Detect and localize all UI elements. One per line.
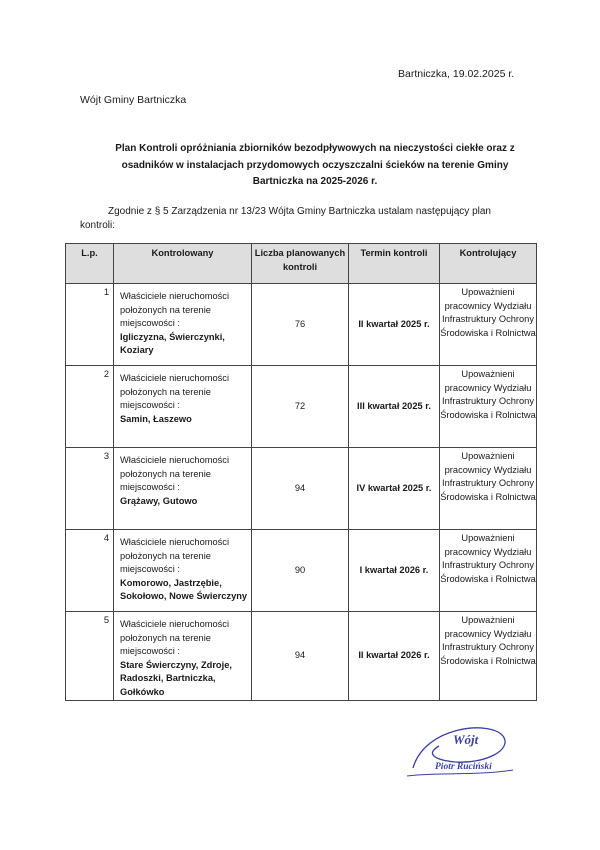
controlled-cell [114,284,252,366]
row-number: 4 [66,530,114,612]
signature-stamp [395,718,525,788]
localities: Grążawy, Gutowo [120,495,198,506]
owner-text: Właściciele nieruchomości położonych na terenie miejscowości : [120,455,230,493]
document-title: Plan Kontroli opróżniania zbiorników bezodpływowych na nieczystości ciekłe oraz z osadników w instalacjach przydomowych oczyszczalni ścieków na terenie Gminy Bartniczka na 2025-2026 r. [115,143,515,187]
table-row [66,530,537,612]
count-cell: 94 [252,612,349,701]
term-cell: I kwartał 2026 r. [349,530,440,612]
stamp-name: Piotr Ruciński [435,762,492,772]
header-count: Liczba planowanych kontroli [252,244,349,284]
intro-paragraph: Zgodnie z § 5 Zarządzenia nr 13/23 Wójta Gminy Bartniczka ustalam następujący plan kontroli: [80,206,491,231]
inspector-cell: Upoważnieni pracownicy Wydziału Infrastruktury Ochrony Środowiska i Rolnictwa [440,448,537,530]
inspector-cell: Upoważnieni pracownicy Wydziału Infrastruktury Ochrony Środowiska i Rolnictwa [440,366,537,448]
table-row [66,448,537,530]
owner-text: Właściciele nieruchomości położonych na terenie miejscowości : [120,373,230,411]
owner-text: Właściciele nieruchomości położonych na terenie miejscowości : [120,291,230,329]
stamp-title: Wójt [453,732,479,747]
issuer: Wójt Gminy Bartniczka [80,94,187,106]
control-plan-table [65,243,537,701]
table-row [66,612,537,701]
row-number: 2 [66,366,114,448]
term-cell: II kwartał 2025 r. [349,284,440,366]
table-row [66,284,537,366]
header-inspector: Kontrolujący [440,244,537,284]
header-term: Termin kontroli [349,244,440,284]
row-number: 5 [66,612,114,701]
owner-text: Właściciele nieruchomości położonych na terenie miejscowości : [120,537,230,575]
inspector-cell: Upoważnieni pracownicy Wydziału Infrastruktury Ochrony Środowiska i Rolnictwa [440,530,537,612]
controlled-cell [114,366,252,448]
owner-text: Właściciele nieruchomości położonych na terenie miejscowości : [120,619,230,657]
term-cell: IV kwartał 2025 r. [349,448,440,530]
localities: Samin, Łaszewo [120,413,192,424]
localities: Stare Świerczyny, Zdroje, Radoszki, Bartniczka, Gołkówko [120,659,232,697]
term-cell: II kwartał 2026 r. [349,612,440,701]
row-number: 3 [66,448,114,530]
count-cell: 76 [252,284,349,366]
count-cell: 90 [252,530,349,612]
term-cell: III kwartał 2025 r. [349,366,440,448]
localities: Igliczyzna, Świerczynki, Koziary [120,331,225,356]
table-row [66,366,537,448]
count-cell: 72 [252,366,349,448]
controlled-cell [114,448,252,530]
header-lp: L.p. [66,244,114,284]
header-controlled: Kontrolowany [114,244,252,284]
place-date: Bartniczka, 19.02.2025 r. [398,68,515,80]
table-header-row [66,244,537,284]
localities: Komorowo, Jastrzębie, Sokołowo, Nowe Świerczyny [120,577,248,602]
row-number: 1 [66,284,114,366]
inspector-cell: Upoważnieni pracownicy Wydziału Infrastruktury Ochrony Środowiska i Rolnictwa [440,284,537,366]
count-cell: 94 [252,448,349,530]
inspector-cell: Upoważnieni pracownicy Wydziału Infrastruktury Ochrony Środowiska i Rolnictwa [440,612,537,701]
controlled-cell [114,530,252,612]
controlled-cell [114,612,252,701]
